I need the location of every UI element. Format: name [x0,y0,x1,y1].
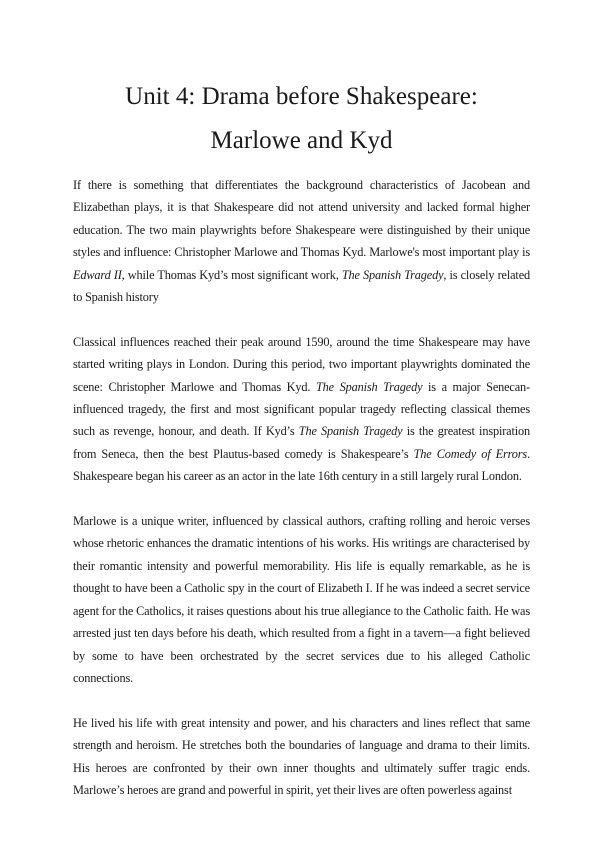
paragraph-2-text-c: is the greatest inspiration from Seneca, then the best Plautus-based comedy is Shakespeare’s [73,424,531,461]
play-title-edward-ii: Edward II [73,267,122,282]
play-title-spanish-tragedy: The Spanish Tragedy [315,379,423,394]
page-title [73,75,530,163]
paragraph-2-text-a: Classical influences reached their peak around 1590, around the time Shakespeare may have started writing plays in London. During this period, two important playwrights dominated the scene: Christopher Marlowe and Thomas Kyd. [73,334,530,394]
play-title-spanish-tragedy: The Spanish Tragedy [341,267,444,282]
play-title-spanish-tragedy: The Spanish Tragedy [298,424,403,439]
paragraph-1-text-b: , while Thomas Kyd’s most significant work, [121,267,342,282]
paragraph-2-text-d: . Shakespeare began his career as an actor in the late 16th century in a still largely rural London. [73,446,530,484]
title-line-2: Marlowe and Kyd [210,127,393,154]
paragraph-3: Marlowe is a unique writer, influenced by classical authors, crafting rolling and heroic verses whose rhetoric enhances the dramatic intentions of his works. His writings are characterised by their romantic intensity and powerful memorability. His life is equally remarkable, as he is thought to have been a Catholic spy in the court of Elizabeth I. If he was indeed a secret service agent for the Catholics, it raises questions about his true allegiance to the Catholic faith. He was arrested just ten days before his death, which resulted from a fight in a tavern—a fight believed by some to have been orchestrated by the secret services due to his alleged Catholic connections. [73,514,530,685]
paragraph-2-text-b: is a major Senecan-influenced tragedy, the first and most significant popular tragedy reflecting classical themes such as revenge, honour, and death. If Kyd’s [73,379,530,439]
paragraph-1-text-a: If there is something that differentiates the background characteristics of Jacobean and Elizabethan plays, it is that Shakespeare did not attend university and lacked formal higher education. The two main playwrights before Shakespeare were distinguished by their unique styles and influence: Christopher Marlowe and Thomas Kyd. Marlowe's most important play is [73,178,530,260]
title-line-1: Unit 4: Drama before Shakespeare: [125,83,478,110]
play-title-comedy-of-errors: The Comedy of Errors [413,446,528,461]
paragraph-1-text-c: , is closely related to Spanish history [73,267,531,305]
paragraph-1 [73,174,530,308]
paragraph-2 [73,331,530,488]
paragraph-4: He lived his life with great intensity and power, and his characters and lines reflect that same strength and heroism. He stretches both the boundaries of language and drama to their limits. His heroes are confronted by their own inner thoughts and ultimately suffer tragic ends. Marlowe’s heroes are grand and powerful in spirit, yet their lives are often powerless against [73,715,530,797]
